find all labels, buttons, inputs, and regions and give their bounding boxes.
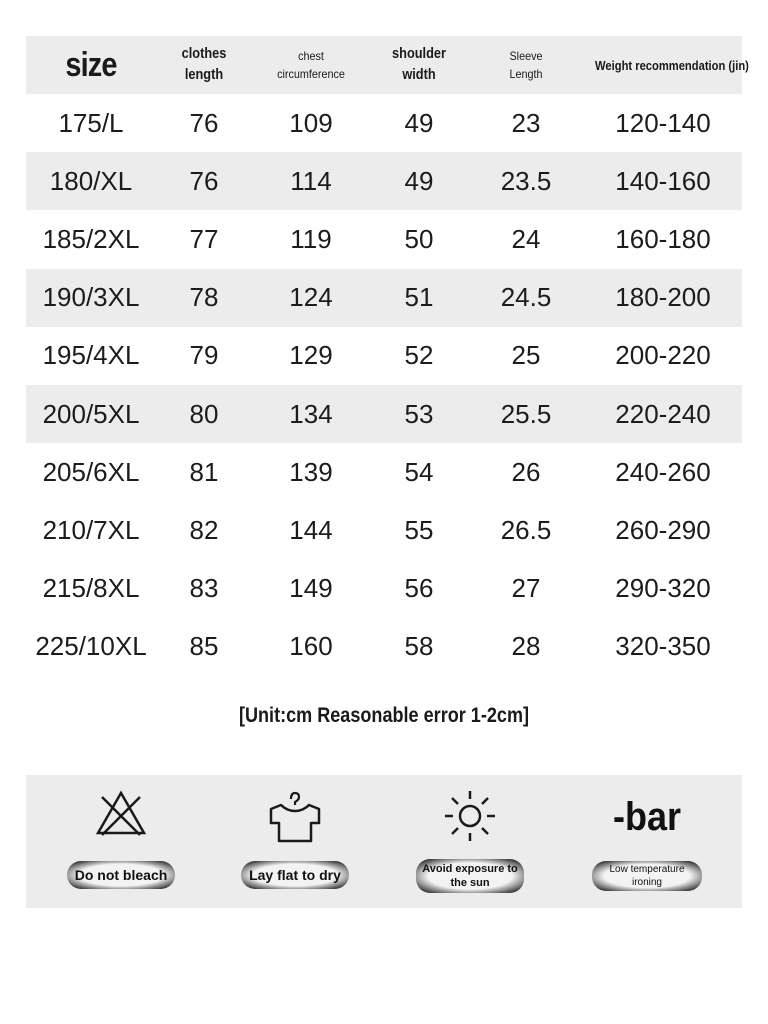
cell-chest: 139 <box>289 456 333 487</box>
cell-sleeve: 23 <box>511 107 541 138</box>
cell-size: 195/4XL <box>42 340 140 371</box>
table-row <box>26 501 742 559</box>
cell-size: 225/10XL <box>35 631 147 662</box>
header-size: size <box>65 45 117 84</box>
cell-length: 82 <box>189 514 219 545</box>
cell-size: 175/L <box>58 107 124 138</box>
cell-length: 83 <box>189 573 219 604</box>
care-label: Lay flat to dry <box>241 861 349 889</box>
table-row <box>26 327 742 385</box>
no-bleach-icon <box>94 787 148 841</box>
cell-weight: 320-350 <box>615 631 711 662</box>
cell-size: 210/7XL <box>42 514 140 545</box>
header-weight-recommendation: Weight recommendation (jin) <box>595 57 749 73</box>
sun-icon <box>441 787 499 845</box>
table-row <box>26 618 742 676</box>
header-clothes-length: clothes length <box>181 46 227 83</box>
cell-shoulder: 55 <box>404 514 434 545</box>
care-item-no-bleach <box>46 775 196 908</box>
cell-sleeve: 25.5 <box>500 398 552 429</box>
cell-size: 190/3XL <box>42 282 140 313</box>
cell-sleeve: 28 <box>511 631 541 662</box>
cell-chest: 149 <box>289 573 333 604</box>
cell-chest: 114 <box>290 165 332 196</box>
cell-length: 85 <box>189 631 219 662</box>
cell-size: 205/6XL <box>42 456 140 487</box>
cell-length: 76 <box>189 165 219 196</box>
cell-weight: 240-260 <box>615 456 711 487</box>
table-row <box>26 269 742 327</box>
cell-shoulder: 52 <box>404 340 434 371</box>
table-row <box>26 385 742 443</box>
cell-weight: 220-240 <box>615 398 711 429</box>
cell-size: 185/2XL <box>42 223 140 254</box>
cell-sleeve: 26.5 <box>500 514 552 545</box>
care-label: Low temperature ironing <box>592 861 702 891</box>
cell-sleeve: 23.5 <box>500 165 552 196</box>
cell-chest: 129 <box>289 340 333 371</box>
cell-length: 76 <box>189 107 219 138</box>
header-shoulder-width: shoulder width <box>392 46 446 83</box>
table-row <box>26 152 742 210</box>
table-header <box>26 36 749 94</box>
cell-shoulder: 58 <box>404 631 434 662</box>
cell-shoulder: 51 <box>404 282 434 313</box>
cell-shoulder: 49 <box>404 107 434 138</box>
unit-note: [Unit:cm Reasonable error 1-2cm] <box>238 704 530 727</box>
header-sleeve-length: Sleeve Length <box>509 49 543 81</box>
table-row <box>26 94 742 152</box>
cell-size: 180/XL <box>49 165 133 196</box>
cell-shoulder: 56 <box>404 573 434 604</box>
care-item-low-temp-ironing <box>572 775 722 908</box>
cell-chest: 144 <box>289 514 333 545</box>
cell-weight: 180-200 <box>615 282 711 313</box>
cell-length: 78 <box>189 282 219 313</box>
cell-length: 79 <box>189 340 219 371</box>
cell-length: 77 <box>189 223 219 254</box>
cell-shoulder: 49 <box>404 165 434 196</box>
cell-chest: 134 <box>289 398 333 429</box>
care-label: Do not bleach <box>67 861 175 889</box>
table-row <box>26 560 742 618</box>
care-label: Avoid exposure to the sun <box>416 859 524 893</box>
cell-size: 200/5XL <box>42 398 140 429</box>
cell-length: 81 <box>189 456 219 487</box>
cell-size: 215/8XL <box>42 573 140 604</box>
cell-chest: 160 <box>289 631 333 662</box>
cell-weight: 260-290 <box>615 514 711 545</box>
cell-weight: 120-140 <box>615 107 711 138</box>
header-chest-circumference: chest circumference <box>277 49 345 81</box>
care-instructions <box>26 775 742 908</box>
cell-weight: 160-180 <box>615 223 711 254</box>
cell-chest: 109 <box>289 107 333 138</box>
table-row <box>26 210 742 268</box>
cell-shoulder: 54 <box>404 456 434 487</box>
cell-chest: 119 <box>290 223 332 254</box>
cell-weight: 290-320 <box>615 573 711 604</box>
cell-length: 80 <box>189 398 219 429</box>
cell-chest: 124 <box>289 282 333 313</box>
size-table <box>26 36 749 676</box>
cell-sleeve: 25 <box>511 340 541 371</box>
care-item-avoid-sun <box>395 775 545 908</box>
lay-flat-dry-icon <box>267 787 323 845</box>
cell-sleeve: 24 <box>511 223 541 254</box>
cell-shoulder: 50 <box>404 223 434 254</box>
bar-text: -bar <box>612 795 682 839</box>
cell-weight: 140-160 <box>615 165 711 196</box>
cell-sleeve: 26 <box>511 456 541 487</box>
cell-sleeve: 27 <box>511 573 541 604</box>
table-row <box>26 443 742 501</box>
cell-weight: 200-220 <box>615 340 711 371</box>
cell-sleeve: 24.5 <box>500 282 552 313</box>
care-item-lay-flat <box>220 775 370 908</box>
cell-shoulder: 53 <box>404 398 434 429</box>
